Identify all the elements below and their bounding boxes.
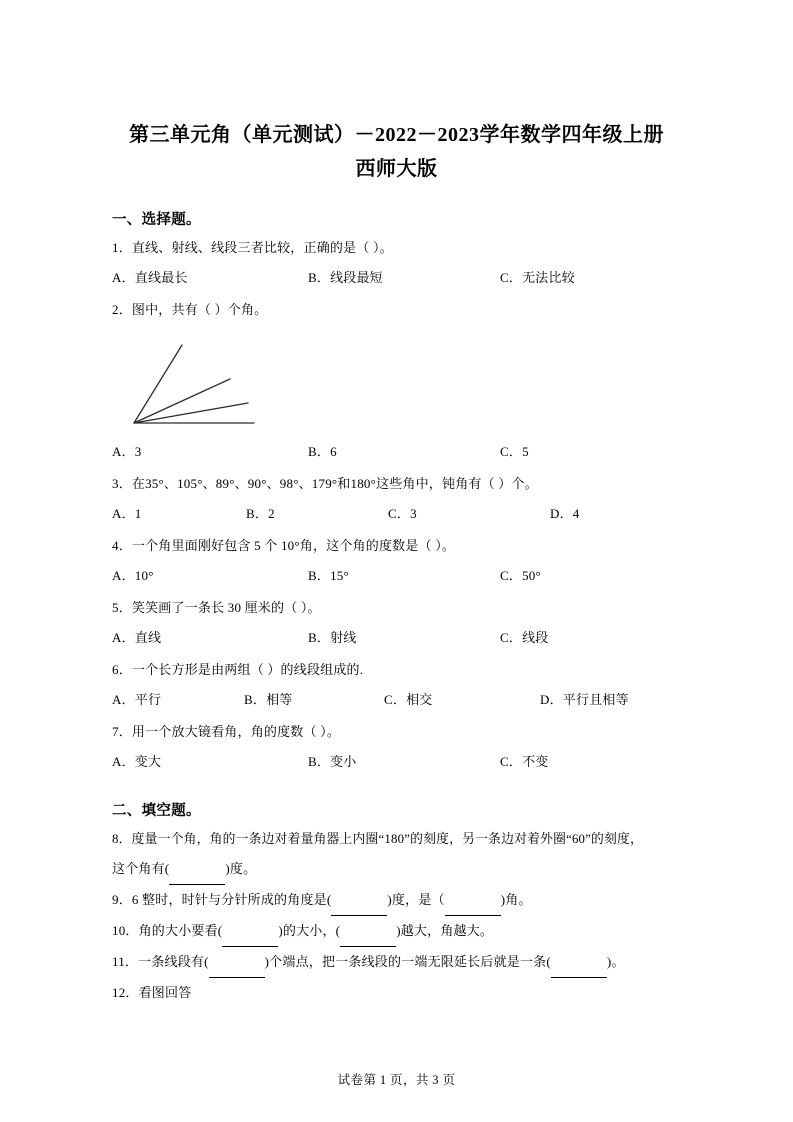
question-7-option-c[interactable]: C．不变: [500, 754, 549, 769]
question-10-pre: 角的大小要看(: [138, 923, 223, 938]
question-4-number: 4．: [112, 538, 132, 553]
question-1-text: 直线、射线、线段三者比较，正确的是（ ）。: [131, 240, 393, 255]
question-9-pre: 6 整时，时针与分针所成的角度是(: [131, 892, 332, 907]
question-6-option-a[interactable]: A．平行: [112, 692, 162, 707]
question-3-text: 在35°、105°、89°、90°、98°、179°和180°这些角中，钝角有（ ）个。: [131, 476, 538, 491]
section-heading-choice: 一、选择题。: [112, 212, 201, 228]
question-6-text: 一个长方形是由两组（ ）的线段组成的.: [131, 662, 364, 677]
question-9-blank-1[interactable]: [331, 885, 387, 916]
question-11-blank-1[interactable]: [209, 947, 265, 978]
question-7-text: 用一个放大镜看角，角的度数（ ）。: [131, 724, 341, 739]
question-7-options: [112, 747, 681, 777]
question-10-mid: )的大小，(: [278, 923, 341, 938]
question-6: [112, 655, 681, 685]
title-line-1: 第三单元角（单元测试）－2022－2023学年数学四年级上册: [129, 124, 664, 146]
question-6-option-d[interactable]: D．平行且相等: [540, 692, 629, 707]
question-7-option-a[interactable]: A．变大: [112, 754, 162, 769]
question-12-number: 12．: [112, 985, 139, 1000]
question-9-mid: )度，是（: [387, 892, 445, 907]
question-12: [112, 978, 681, 1008]
question-7-option-b[interactable]: B．变小: [308, 754, 357, 769]
question-9-post: )角。: [500, 892, 532, 907]
question-6-option-c[interactable]: C．相交: [384, 692, 433, 707]
question-11-blank-2[interactable]: [551, 947, 607, 978]
page-footer: 试卷第 1 页，共 3 页: [337, 1073, 456, 1087]
question-2-option-b[interactable]: B．6: [308, 444, 337, 459]
question-11-mid: )个端点，把一条线段的一端无限延长后就是一条(: [264, 954, 551, 969]
question-2-number: 2．: [112, 302, 132, 317]
question-2-option-c[interactable]: C．5: [500, 444, 529, 459]
question-12-text: 看图回答: [138, 985, 192, 1000]
question-9: [112, 885, 681, 916]
question-5-option-a[interactable]: A．直线: [112, 630, 162, 645]
question-8-line-1: 度量一个角，角的一条边对着量角器上内圈“180”的刻度，另一条边对着外圈“60”的刻度，: [131, 832, 644, 846]
question-1-option-c[interactable]: C．无法比较: [500, 270, 575, 285]
question-5-options: [112, 623, 681, 653]
question-1-number: 1．: [112, 240, 132, 255]
question-6-options: [112, 685, 681, 715]
question-3: [112, 469, 681, 499]
question-8-line-2-pre: 这个角有(: [112, 861, 170, 876]
question-10-blank-2[interactable]: [340, 916, 396, 947]
question-8-line-2-post: )度。: [225, 861, 257, 876]
question-4-option-a[interactable]: A．10°: [112, 568, 154, 583]
question-2: [112, 295, 681, 325]
question-1-option-a[interactable]: A．直线最长: [112, 270, 188, 285]
question-5-number: 5．: [112, 600, 132, 615]
question-3-option-c[interactable]: C．3: [388, 506, 417, 521]
title-line-2: 西师大版: [355, 158, 438, 180]
question-2-text: 图中，共有（ ）个角。: [131, 302, 268, 317]
question-8: [112, 824, 681, 854]
question-10-number: 10．: [112, 923, 139, 938]
question-6-option-b[interactable]: B．相等: [244, 692, 293, 707]
question-11: [112, 947, 681, 978]
question-7: [112, 717, 681, 747]
question-11-post: )。: [606, 954, 625, 969]
question-1: [112, 233, 681, 263]
question-5-option-b[interactable]: B．射线: [308, 630, 357, 645]
angle-rays-figure: [122, 335, 681, 431]
question-1-option-b[interactable]: B．线段最短: [308, 270, 383, 285]
question-10-blank-1[interactable]: [222, 916, 278, 947]
question-4: [112, 531, 681, 561]
question-2-option-a[interactable]: A．3: [112, 444, 142, 459]
question-7-number: 7．: [112, 724, 132, 739]
question-4-options: [112, 561, 681, 591]
question-8-blank-1[interactable]: [169, 854, 225, 885]
question-4-option-c[interactable]: C．50°: [500, 568, 541, 583]
question-10: [112, 916, 681, 947]
question-2-options: [112, 437, 681, 467]
question-8-number: 8．: [112, 832, 132, 846]
question-8-line-2: [112, 854, 681, 885]
question-3-options: [112, 499, 681, 529]
question-11-pre: 一条线段有(: [138, 954, 209, 969]
question-9-number: 9．: [112, 892, 132, 907]
question-4-option-b[interactable]: B．15°: [308, 568, 349, 583]
question-1-options: [112, 263, 681, 293]
question-6-number: 6．: [112, 662, 132, 677]
question-10-post: )越大，角越大。: [396, 923, 494, 938]
question-3-option-a[interactable]: A．1: [112, 506, 142, 521]
question-4-text: 一个角里面刚好包含 5 个 10°角，这个角的度数是（ ）。: [131, 538, 456, 553]
page-title: [112, 118, 681, 186]
question-11-number: 11．: [112, 954, 139, 969]
question-3-option-b[interactable]: B．2: [246, 506, 275, 521]
question-3-option-d[interactable]: D．4: [550, 506, 580, 521]
section-heading-fill: 二、填空题。: [112, 803, 201, 819]
question-5-text: 笑笑画了一条长 30 厘米的（ ）。: [131, 600, 321, 615]
question-9-blank-2[interactable]: [445, 885, 501, 916]
question-3-number: 3．: [112, 476, 132, 491]
question-5: [112, 593, 681, 623]
question-5-option-c[interactable]: C．线段: [500, 630, 549, 645]
